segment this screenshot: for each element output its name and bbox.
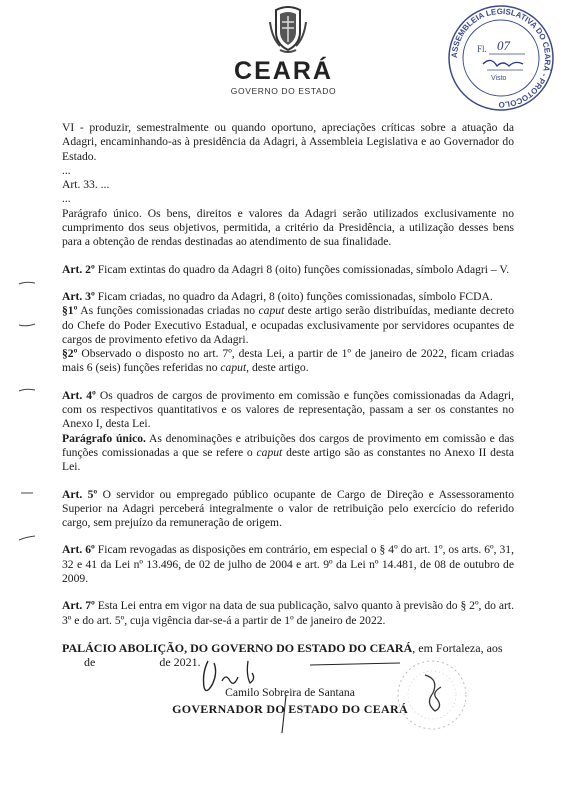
art-3-par-2: §2º Observado o disposto no art. 7º, desta Lei, a partir de 1º de janeiro de 2022, ficam criadas mais 6 (seis) funções referidas no caput, deste artigo. <box>62 347 514 375</box>
art-7-label: Art. 7º <box>62 599 95 613</box>
paragrafo-unico: Parágrafo único. Os bens, direitos e valores da Adagri serão utilizados exclusivamente no cumprimento dos seus objetivos, permitida, a critério da Presidência, a utilização desses bens para a obtenção de rendas destinadas ao atendimento de sua finalidade. <box>62 206 514 249</box>
svg-text:ASSEMBLEIA LEGISLATIVA DO CEAR <box>450 7 552 109</box>
art-3: Art. 3º Ficam criadas, no quadro da Adagri, 8 (oito) funções comissionadas, símbolo FCDA. <box>62 289 493 303</box>
art-6: Art. 6º Ficam revogadas as disposições em contrário, em especial o § 4º do art. 1º, os arts. 6º, 31, 32 e 41 da Lei nº 13.496, de 02 de julho de 2004 e art. 9º da Lei nº 14.481, de 08 de outubro de 2009. <box>62 543 514 586</box>
art-5: Art. 5º O servidor ou empregado público ocupante de Cargo de Direção e Assessoramento Superior na Adagri perceberá integralmente o valor de retribuição pelo exercício do referido cargo, sem prejuízo da remuneração de origem. <box>62 487 514 530</box>
brand-subtitle: GOVERNO DO ESTADO <box>230 86 337 96</box>
stamp-ring-text: ASSEMBLEIA LEGISLATIVA DO CEARÁ - PROTOCOLO <box>449 6 553 110</box>
margin-mark <box>18 280 36 286</box>
art-3-par-1: §1º As funções comissionadas criadas no caput deste artigo serão distribuídas, mediante decreto do Chefe do Poder Executivo Estadual, e ocupadas exclusivamente por servidores ocupantes de cargos de provimento efetivo da Adagri. <box>62 304 514 346</box>
art-33: Art. 33. ... <box>62 178 110 192</box>
protocol-stamp <box>447 4 555 112</box>
art-3-label: Art. 3º <box>62 289 95 303</box>
margin-mark <box>18 490 36 496</box>
margin-mark <box>18 535 36 541</box>
stamp-visto-label: Visto <box>491 75 507 82</box>
item-vi: VI - produzir, semestralmente ou quando oportuno, apreciações críticas sobre a atuação da Adagri, encaminhando-as à presidência da Adagri, à Assembleia Legislativa e ao Governador do Estado. <box>62 121 514 163</box>
margin-mark <box>18 322 36 328</box>
official-seal <box>395 655 470 735</box>
margin-mark <box>18 387 36 393</box>
ellipsis: ... <box>62 163 71 177</box>
signer-name: Camilo Sobreira de Santana <box>225 686 355 699</box>
signer-title: GOVERNADOR DO ESTADO DO CEARÁ <box>172 702 408 716</box>
art-5-label: Art. 5º <box>62 487 98 501</box>
closing-line: PALÁCIO ABOLIÇÃO, DO GOVERNO DO ESTADO DO CEARÁ, em Fortaleza, aos <box>62 640 503 655</box>
art-7: Art. 7º Esta Lei entra em vigor na data de sua publicação, salvo quanto à previsão do § 2º, do art. 3º e do art. 5º, cuja vigência dar-se-á a partir de 1º de janeiro de 2022. <box>62 599 514 627</box>
art-2: Art. 2º Ficam extintas do quadro da Adagri 8 (oito) funções comissionadas, símbolo Adagri – V. <box>62 262 510 276</box>
art-4-label: Art. 4º <box>62 388 96 402</box>
art-4-paragrafo-unico: Parágrafo único. As denominações e atribuições dos cargos de provimento em comissão e das funções comissionadas a que se refere o caput deste artigo são as constantes no Anexo II desta Lei. <box>62 431 514 474</box>
stamp-fl-value: 07 <box>497 38 510 53</box>
art-6-label: Art. 6º <box>62 543 95 557</box>
document-body <box>62 121 514 670</box>
art-4: Art. 4º Os quadros de cargos de provimento em comissão e funções comissionadas da Adagri, com os respectivos quantitativos e os valores de representação, passam a ser os constantes no Anexo I, desta Lei. <box>62 388 514 431</box>
ellipsis: ... <box>62 192 71 206</box>
art-2-label: Art. 2º <box>62 262 95 276</box>
stamp-fl-label: Fl. <box>477 44 487 54</box>
stamp-initials-mark <box>483 60 523 66</box>
state-crest-icon <box>268 4 308 54</box>
brand-title: CEARÁ <box>234 57 333 85</box>
closing-date-line: de de 2021. <box>84 655 201 670</box>
